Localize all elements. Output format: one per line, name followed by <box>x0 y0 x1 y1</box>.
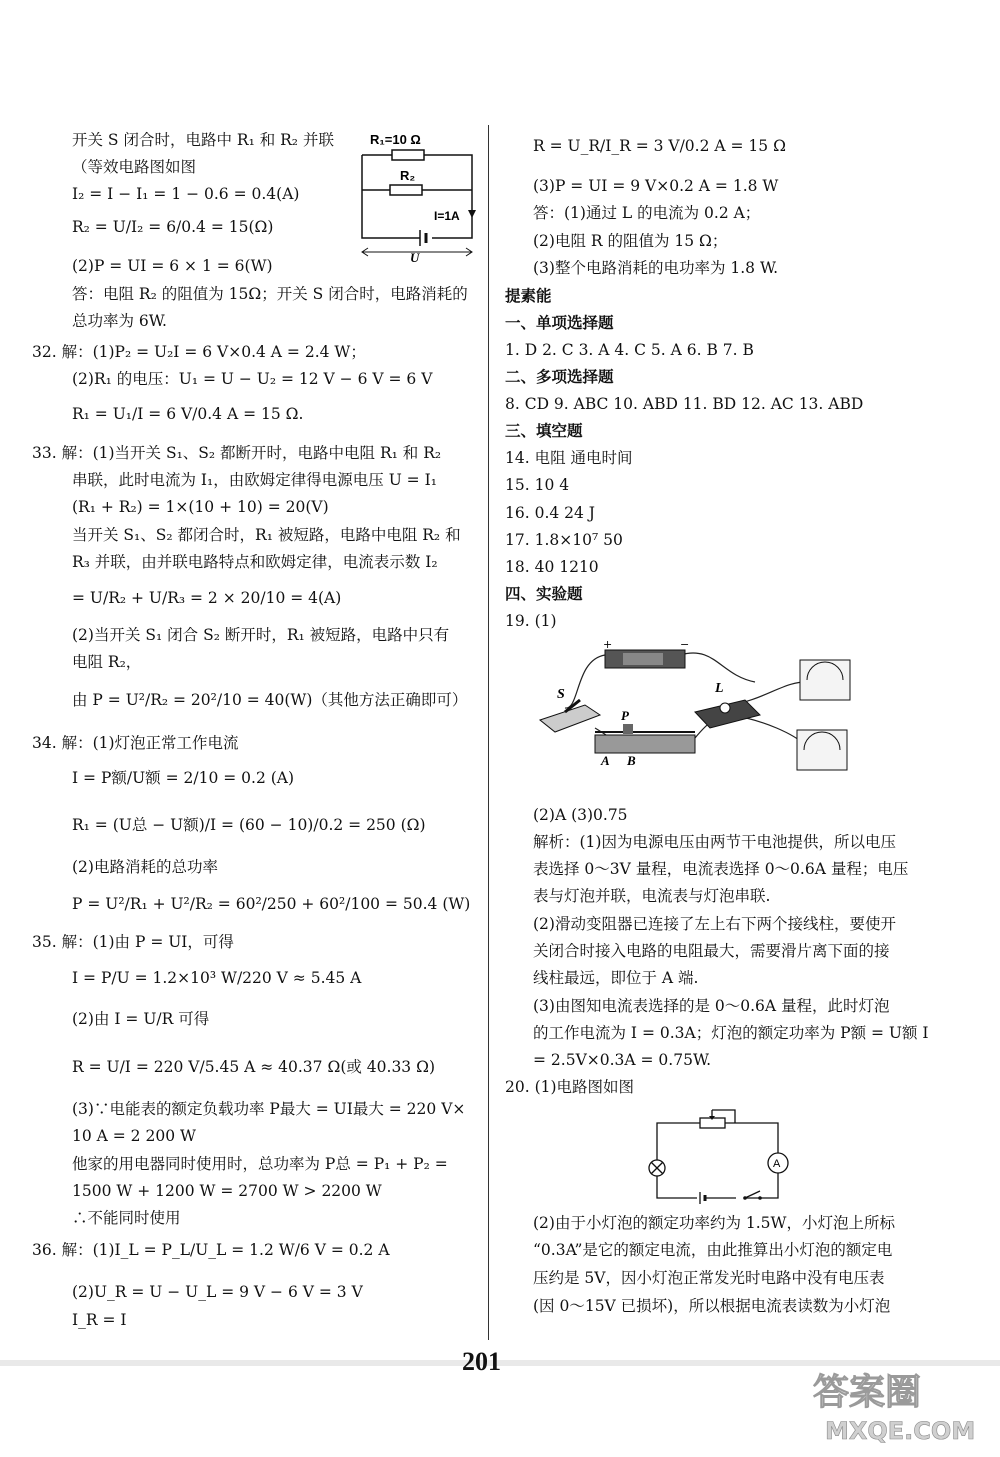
left-text-line: （等效电路图如图 <box>72 158 197 176</box>
left-text-line: 32. 解：(1)P₂ = U₂I = 6 V×0.4 A = 2.4 W； <box>32 343 366 361</box>
right-text-line: (2)滑动变阻器已连接了左上右下两个接线柱，要使开 <box>533 915 896 933</box>
right-text-line: 提素能 <box>505 286 552 305</box>
experiment-setup-illustration <box>535 640 875 800</box>
current-label: I=1A <box>434 209 460 223</box>
right-text-line: = 2.5V×0.3A = 0.75W. <box>533 1051 712 1069</box>
right-text-line: 解析：(1)因为电源电压由两节干电池提供，所以电压 <box>533 833 896 851</box>
left-text-line: (2)当开关 S₁ 闭合 S₂ 断开时，R₁ 被短路，电路中只有 <box>72 626 450 644</box>
right-text-line: (2)A (3)0.75 <box>533 806 628 824</box>
left-text-line: 答：电阻 R₂ 的阻值为 15Ω；开关 S 闭合时，电路消耗的 <box>72 285 468 303</box>
left-text-line: (2)U_R = U − U_L = 9 V − 6 V = 3 V <box>72 1283 363 1301</box>
left-text-line: ∴不能同时使用 <box>72 1209 181 1227</box>
left-text-line: 串联，此时电流为 I₁，由欧姆定律得电源电压 U = I₁ <box>72 471 437 489</box>
left-text-line: I = P额/U额 = 2/10 = 0.2 (A) <box>72 769 295 787</box>
left-text-line: 10 A = 2 200 W <box>72 1127 196 1145</box>
left-text-line: I₂ = I − I₁ = 1 − 0.6 = 0.4(A) <box>72 185 300 203</box>
left-text-line: 33. 解：(1)当开关 S₁、S₂ 都断开时，电路中电阻 R₁ 和 R₂ <box>32 444 442 462</box>
left-text-line: 当开关 S₁、S₂ 都闭合时，R₁ 被短路，电路中电阻 R₂ 和 <box>72 526 461 544</box>
left-text-line: 开关 S 闭合时，电路中 R₁ 和 R₂ 并联 <box>72 131 334 149</box>
battery-minus-label: − <box>680 640 690 651</box>
right-text-line: 关闭合时接入电路的电阻最大，需要滑片离下面的接 <box>533 942 890 960</box>
right-text-line: 答：(1)通过 L 的电流为 0.2 A； <box>533 204 761 222</box>
right-text-line: R = U_R/I_R = 3 V/0.2 A = 15 Ω <box>533 137 786 155</box>
left-text-line: I_R = I <box>72 1311 127 1329</box>
left-text-line: 电阻 R₂， <box>72 653 142 671</box>
left-text-line: R₂ = U/I₂ = 6/0.4 = 15(Ω) <box>72 218 274 236</box>
column-divider <box>488 125 489 1340</box>
left-text-line: 36. 解：(1)I_L = P_L/U_L = 1.2 W/6 V = 0.2 A <box>32 1241 390 1259</box>
right-text-line: 线柱最远，即位于 A 端. <box>533 969 699 987</box>
ammeter-label: A <box>773 1158 781 1170</box>
page-number: 201 <box>462 1347 501 1376</box>
right-text-line: 16. 0.4 24 J <box>505 504 596 522</box>
right-text-line: (2)由于小灯泡的额定功率约为 1.5W，小灯泡上所标 <box>533 1214 895 1232</box>
right-text-line: “0.3A”是它的额定电流，由此推算出小灯泡的额定电 <box>533 1241 893 1259</box>
lamp-l-label: L <box>715 681 724 696</box>
r1-label: R₁=10 Ω <box>370 132 421 147</box>
left-text-line: (2)P = UI = 6 × 1 = 6(W) <box>72 257 273 275</box>
series-circuit-diagram <box>640 1108 800 1208</box>
left-text-line: 总功率为 6W. <box>72 312 167 330</box>
right-text-line: 14. 电阻 通电时间 <box>505 449 633 467</box>
right-text-line: 三、填空题 <box>505 421 583 440</box>
left-text-line: P = U²/R₁ + U²/R₂ = 60²/250 + 60²/100 = 50.4 (W) <box>72 895 471 913</box>
right-text-line: 二、多项选择题 <box>505 367 614 386</box>
right-text-line: 18. 40 1210 <box>505 558 599 576</box>
watermark-text: 答案圈 <box>813 1372 922 1413</box>
right-text-line: (因 0～15V 已损坏)，所以根据电流表读数为小灯泡 <box>533 1297 891 1315</box>
switch-s-label: S <box>557 687 565 702</box>
left-text-line: 他家的用电器同时使用时，总功率为 P总 = P₁ + P₂ = <box>72 1155 448 1173</box>
r2-label: R₂ <box>400 168 416 183</box>
watermark-url: MXQE.COM <box>825 1417 976 1445</box>
right-text-line: (3)整个电路消耗的电功率为 1.8 W. <box>533 259 779 277</box>
right-text-line: 19. (1) <box>505 612 557 630</box>
right-text-line: 1. D 2. C 3. A 4. C 5. A 6. B 7. B <box>505 341 754 359</box>
battery-plus-label: + <box>603 640 613 651</box>
slider-p-label: P <box>621 708 629 723</box>
watermark-logo <box>805 1359 990 1449</box>
left-text-line: R₃ 并联，由并联电路特点和欧姆定律，电流表示数 I₂ <box>72 553 438 571</box>
left-text-line: (R₁ + R₂) = 1×(10 + 10) = 20(V) <box>72 498 329 516</box>
right-text-line: 表选择 0～3V 量程，电流表选择 0～0.6A 量程；电压 <box>533 860 909 878</box>
left-text-line: (2)电路消耗的总功率 <box>72 858 218 876</box>
right-text-line: 四、实验题 <box>505 584 583 603</box>
left-text-line: (2)由 I = U/R 可得 <box>72 1010 210 1028</box>
left-text-line: I = P/U = 1.2×10³ W/220 V ≈ 5.45 A <box>72 969 362 987</box>
right-text-line: (2)电阻 R 的阻值为 15 Ω； <box>533 232 728 250</box>
right-text-line: 一、单项选择题 <box>505 313 614 332</box>
right-text-line: 的工作电流为 I = 0.3A；灯泡的额定功率为 P额 = U额 I <box>533 1024 929 1042</box>
terminal-b-label: B <box>627 753 636 768</box>
right-text-line: 压约是 5V，因小灯泡正常发光时电路中没有电压表 <box>533 1269 885 1287</box>
left-text-line: = U/R₂ + U/R₃ = 2 × 20/10 = 4(A) <box>72 589 342 607</box>
parallel-circuit-diagram <box>352 130 482 265</box>
right-text-line: 8. CD 9. ABC 10. ABD 11. BD 12. AC 13. ABD <box>505 395 864 413</box>
right-text-line: 15. 10 4 <box>505 476 570 494</box>
terminal-a-label: A <box>601 753 610 768</box>
left-text-line: R₁ = (U总 − U额)/I = (60 − 10)/0.2 = 250 (Ω) <box>72 816 426 834</box>
left-text-line: 35. 解：(1)由 P = UI，可得 <box>32 933 234 951</box>
left-text-line: 34. 解：(1)灯泡正常工作电流 <box>32 734 239 752</box>
left-text-line: (2)R₁ 的电压：U₁ = U − U₂ = 12 V − 6 V = 6 V <box>72 370 433 388</box>
left-text-line: 由 P = U²/R₂ = 20²/10 = 40(W)（其他方法正确即可） <box>72 691 468 709</box>
right-text-line: 17. 1.8×10⁷ 50 <box>505 531 623 549</box>
right-text-line: (3)由图知电流表选择的是 0～0.6A 量程，此时灯泡 <box>533 997 890 1015</box>
left-text-line: R = U/I = 220 V/5.45 A ≈ 40.37 Ω(或 40.33 Ω) <box>72 1058 435 1076</box>
right-text-line: (3)P = UI = 9 V×0.2 A = 1.8 W <box>533 177 779 195</box>
left-text-line: (3)∵电能表的额定负载功率 P最大 = UI最大 = 220 V× <box>72 1100 466 1118</box>
voltage-label: U <box>410 250 420 265</box>
left-text-line: 1500 W + 1200 W = 2700 W > 2200 W <box>72 1182 382 1200</box>
right-text-line: 20. (1)电路图如图 <box>505 1078 635 1096</box>
right-text-line: 表与灯泡并联，电流表与灯泡串联. <box>533 887 771 905</box>
left-text-line: R₁ = U₁/I = 6 V/0.4 A = 15 Ω. <box>72 405 304 423</box>
